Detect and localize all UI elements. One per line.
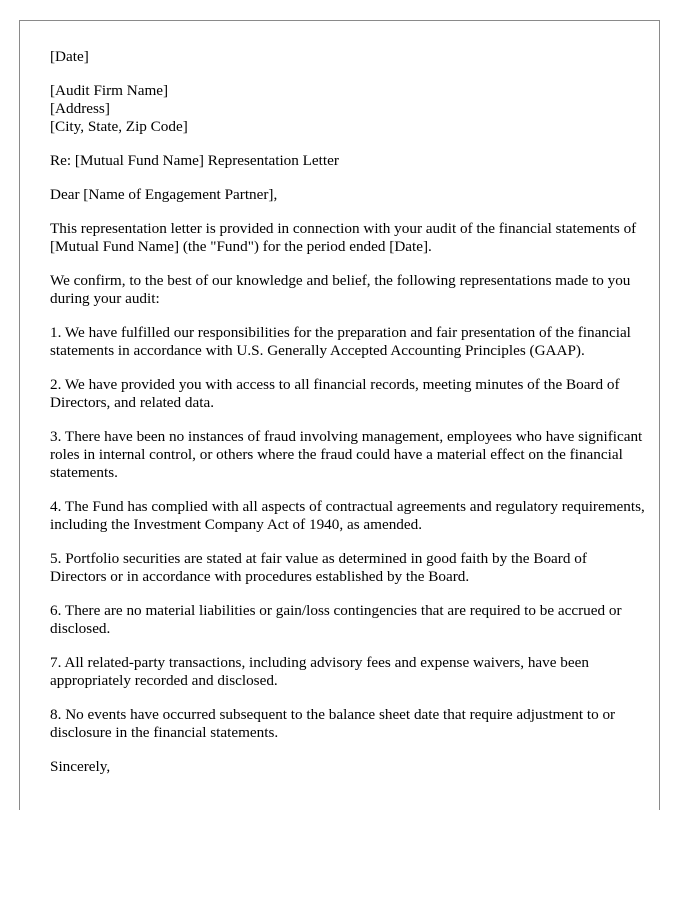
representation-item-8: 8. No events have occurred subsequent to the balance sheet date that require adjustment to or disclosure in the financial statements. bbox=[50, 706, 616, 741]
letter-body bbox=[50, 48, 646, 792]
letter-page bbox=[19, 20, 660, 810]
salutation: Dear [Name of Engagement Partner], bbox=[50, 186, 278, 203]
recipient-address bbox=[50, 82, 646, 136]
intro-paragraph: This representation letter is provided in connection with your audit of the financial statements of [Mutual Fund Name] (the "Fund") for the period ended [Date]. bbox=[50, 220, 637, 255]
confirm-paragraph: We confirm, to the best of our knowledge and belief, the following representations made to you during your audit: bbox=[50, 272, 631, 307]
representation-item-2: 2. We have provided you with access to all financial records, meeting minutes of the Board of Directors, and related data. bbox=[50, 376, 620, 411]
letter-date: [Date] bbox=[50, 48, 89, 65]
address-city: [City, State, Zip Code] bbox=[50, 118, 188, 135]
representation-item-6: 6. There are no material liabilities or gain/loss contingencies that are required to be accrued or disclosed. bbox=[50, 602, 622, 637]
representation-item-7: 7. All related-party transactions, including advisory fees and expense waivers, have been appropriately recorded and disclosed. bbox=[50, 654, 589, 689]
address-street: [Address] bbox=[50, 100, 110, 117]
representation-item-1: 1. We have fulfilled our responsibilities for the preparation and fair presentation of the financial statements in accordance with U.S. Generally Accepted Accounting Principles (GAAP). bbox=[50, 324, 631, 359]
representation-item-5: 5. Portfolio securities are stated at fair value as determined in good faith by the Board of Directors or in accordance with procedures established by the Board. bbox=[50, 550, 587, 585]
audit-firm-name: [Audit Firm Name] bbox=[50, 82, 169, 99]
closing: Sincerely, bbox=[50, 758, 111, 775]
subject-line: Re: [Mutual Fund Name] Representation Letter bbox=[50, 152, 339, 169]
representation-item-3: 3. There have been no instances of fraud involving management, employees who have significant roles in internal control, or others where the fraud could have a material effect on the financial statements. bbox=[50, 428, 643, 481]
representation-item-4: 4. The Fund has complied with all aspects of contractual agreements and regulatory requirements, including the Investment Company Act of 1940, as amended. bbox=[50, 498, 645, 533]
